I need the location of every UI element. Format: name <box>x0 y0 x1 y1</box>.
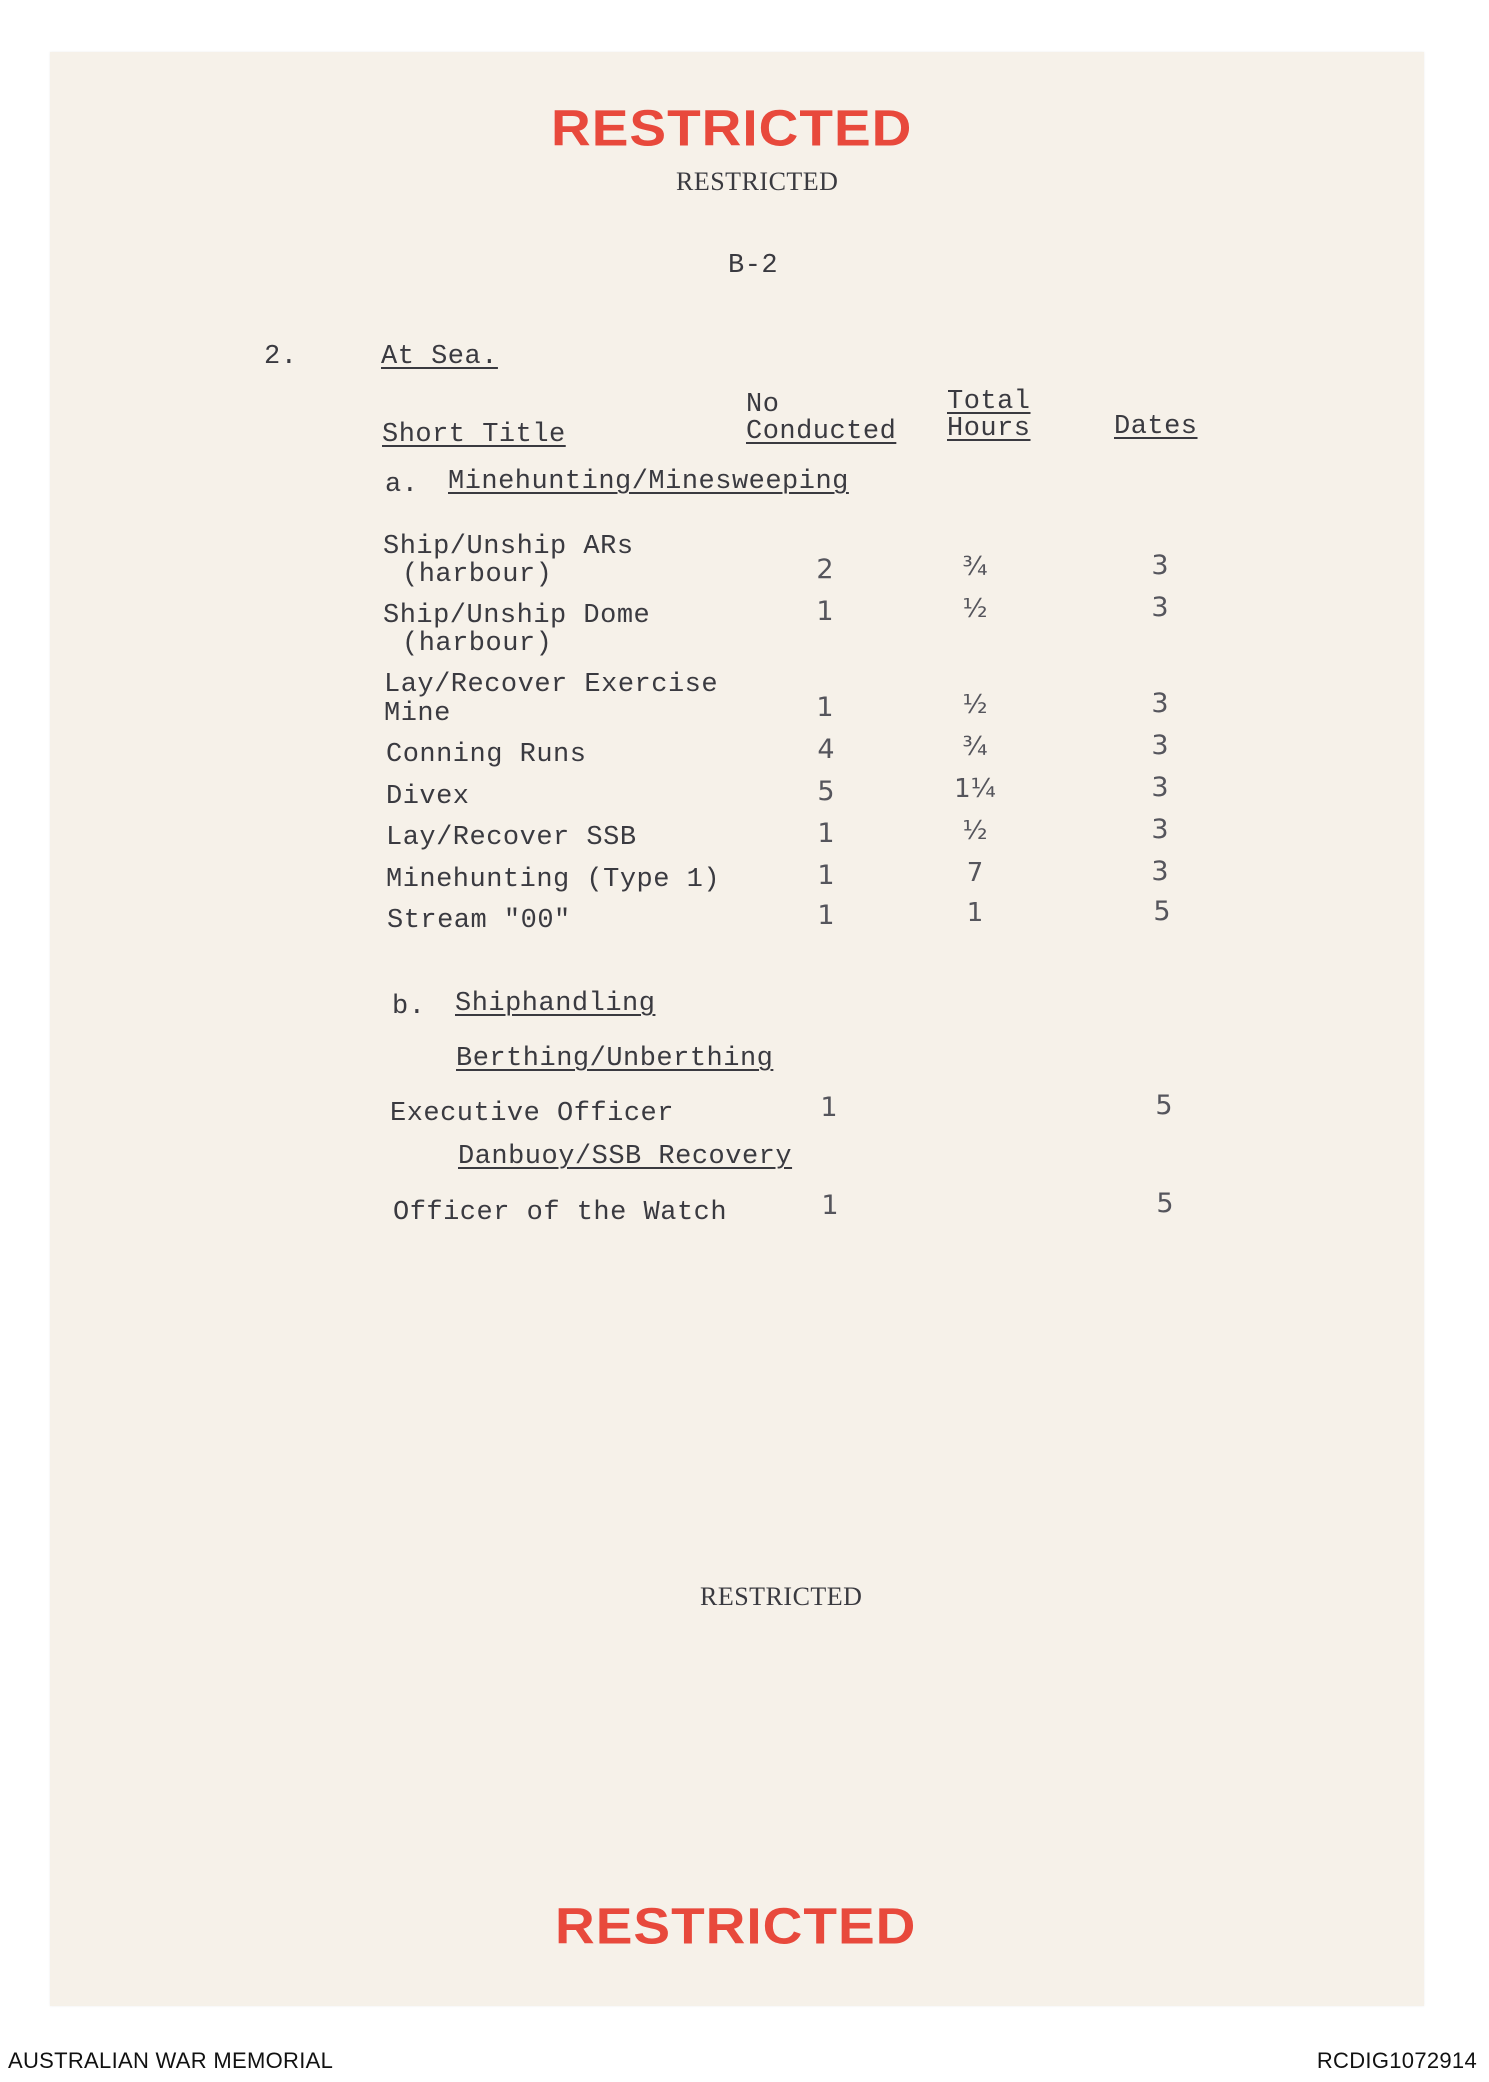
row-dates: 3 <box>1151 730 1169 761</box>
row-hours: ½ <box>962 594 988 624</box>
row-dates: 3 <box>1151 688 1169 719</box>
part-a-heading: Minehunting/Minesweeping <box>448 467 849 497</box>
row-dates: 5 <box>1153 896 1171 927</box>
column-header-total: Total <box>947 387 1031 417</box>
document-page <box>50 52 1424 2006</box>
row-conducted: 1 <box>817 860 835 891</box>
row-title: Conning Runs <box>386 740 587 770</box>
part-b-letter: b. <box>392 992 426 1022</box>
section-number: 2. <box>264 342 298 372</box>
row-hours: ½ <box>962 816 988 846</box>
part-b-subheading-danbuoy: Danbuoy/SSB Recovery <box>458 1142 793 1172</box>
row-conducted: 1 <box>816 692 834 723</box>
row-conducted: 1 <box>816 596 834 627</box>
row-dates: 3 <box>1151 856 1169 887</box>
row-dates: 5 <box>1155 1090 1173 1121</box>
row-title: Minehunting (Type 1) <box>386 865 721 895</box>
part-a-letter: a. <box>385 470 419 500</box>
row-title: Ship/Unship Dome <box>383 601 651 631</box>
part-b-subheading-berthing: Berthing/Unberthing <box>456 1044 774 1074</box>
row-hours: 7 <box>966 858 984 888</box>
classification-typed-top: RESTRICTED <box>676 167 839 196</box>
row-conducted: 2 <box>816 554 834 585</box>
row-dates: 5 <box>1156 1188 1174 1219</box>
row-conducted: 1 <box>821 1190 839 1221</box>
column-header-short-title: Short Title <box>382 420 566 450</box>
row-dates: 3 <box>1151 814 1169 845</box>
row-conducted: 1 <box>817 818 835 849</box>
row-hours: ½ <box>962 690 988 720</box>
row-title: Stream "00" <box>387 906 571 936</box>
restricted-stamp-top: RESTRICTED <box>551 99 913 157</box>
row-dates: 3 <box>1151 550 1169 581</box>
column-header-hours: Hours <box>947 414 1031 444</box>
row-title: Lay/Recover Exercise <box>384 670 719 700</box>
column-header-conducted: Conducted <box>746 417 897 447</box>
section-title: At Sea. <box>381 342 498 372</box>
row-conducted: 5 <box>817 776 835 807</box>
row-conducted: 1 <box>820 1092 838 1123</box>
page-reference: B-2 <box>728 251 779 281</box>
row-conducted: 1 <box>817 900 835 931</box>
restricted-stamp-bottom: RESTRICTED <box>555 1897 917 1955</box>
row-title: Lay/Recover SSB <box>386 823 637 853</box>
row-title-continued: (harbour) <box>402 629 553 659</box>
row-hours: ¾ <box>962 732 988 762</box>
row-title: Executive Officer <box>390 1099 674 1129</box>
row-title-continued: (harbour) <box>402 560 553 590</box>
row-title: Officer of the Watch <box>393 1198 728 1228</box>
row-title: Ship/Unship ARs <box>383 532 634 562</box>
classification-typed-bottom: RESTRICTED <box>700 1582 863 1611</box>
column-header-dates: Dates <box>1114 412 1198 442</box>
row-title: Divex <box>386 782 470 812</box>
archive-caption-right: RCDIG1072914 <box>1316 2048 1477 2073</box>
archive-caption-left: AUSTRALIAN WAR MEMORIAL <box>8 2048 334 2073</box>
row-title-continued: Mine <box>384 699 451 729</box>
row-dates: 3 <box>1151 772 1169 803</box>
column-header-no: No <box>746 390 780 420</box>
row-hours: 1¼ <box>954 774 996 804</box>
row-hours: 1 <box>966 898 984 928</box>
part-b-heading: Shiphandling <box>455 989 656 1019</box>
row-dates: 3 <box>1151 592 1169 623</box>
row-hours: ¾ <box>962 552 988 582</box>
row-conducted: 4 <box>817 734 835 765</box>
